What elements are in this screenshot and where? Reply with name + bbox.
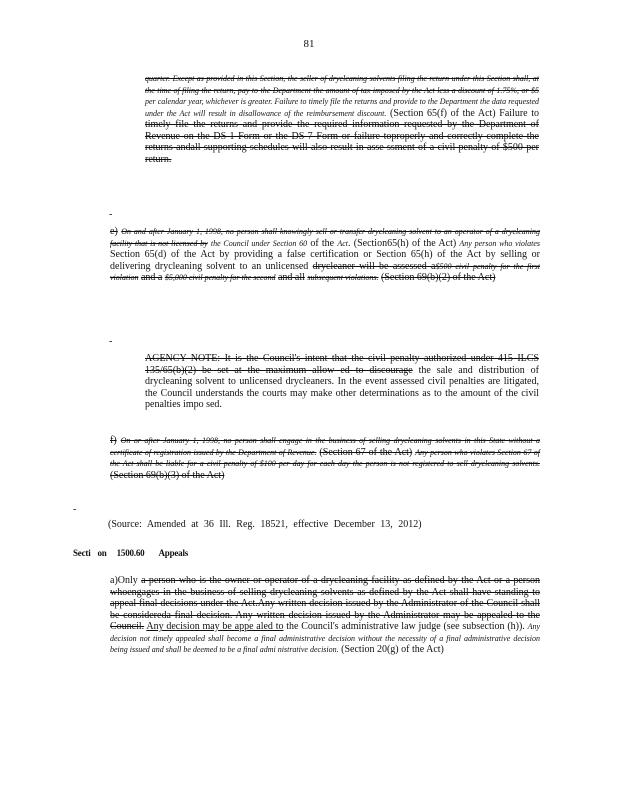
item-a-label: a) <box>110 575 118 586</box>
item-e-italic-b: Any person who violates <box>459 238 541 248</box>
item-f-struck-italic-a: On or after January 1, 1998, no person shall engage in the business of selling drycleaning solvents in this State without a certificate of registration issued by the Department of Revenue. <box>110 436 540 457</box>
section-heading <box>73 548 202 558</box>
item-e-struck-plain-b: and a <box>140 272 163 283</box>
item-f-struck-citation-b: (Section 69(b)(3) of the Act) <box>110 469 225 481</box>
agency-note-plain: the sale and distribution of drycleaning solvent to unlicensed drycleaners. In the event assessed civil penalties are litigated, the Council understands the courts may make other determinations as to the amount of the civil penalties impo sed. <box>145 364 540 410</box>
intro-plain-lead: Failure to <box>499 107 540 119</box>
agency-note-paragraph <box>145 353 539 411</box>
intro-italic: per calendar year, whichever is greater. Failure to timely file the returns and provide to the Department the data requested under the Act will result in disallowance of the reimbursement discount. <box>145 97 539 118</box>
intro-struck-italic: quarter. Except as provided in this Section, the seller of drycleaning solvents filing the return under this Section shall, at the time of filing the return, pay to the Department the amount of tax imposed by the Act less a discount of 1.75%, or $5 <box>145 74 539 95</box>
item-e-italic-a: the Council under Section 60 <box>210 238 308 248</box>
item-e-struck-italic-a: On and after January 1, 1998, no person shall knowingly sell or transfer drycleaning solvent to an operator of a drycleaning facility that is not licensed by <box>110 227 541 248</box>
item-e-struck-plain: drycleaner will be assessed a <box>312 260 436 272</box>
item-e-struck-plain-c: and all <box>277 272 305 283</box>
item-e-italic-act: Act <box>337 238 349 248</box>
item-a-plain-lead: Only <box>117 575 138 586</box>
item-e-struck-italic-d: subsequent violations. <box>307 273 379 282</box>
change-marker-1: - <box>109 209 113 220</box>
item-f-paragraph <box>110 435 540 481</box>
item-e-struck-citation: (Section 69(b)(2) of the Act) <box>381 272 496 283</box>
section-prefix: Secti <box>73 548 91 558</box>
intro-paragraph <box>145 73 539 165</box>
item-a-struck: a person who is the owner or operator of a drycleaning facility as defined by the Act or a person whoengages in the business of selling drycleaning solvents as defined by the Act shall have standing to appeal final decisions under the Act.Any written decision issued by the Administrator of the Council shall be considereda final decision. Any written decision issued by the Administrator may be appealed to the Council. <box>110 575 540 632</box>
item-a-citation: (Section 20(g) of the Act) <box>341 644 444 655</box>
change-marker-2: - <box>109 336 113 347</box>
item-e-struck-italic-c: $5,000 civil penalty for the second <box>164 273 276 282</box>
change-marker-3: - <box>73 504 77 515</box>
intro-citation: (Section 65(f) of the Act) <box>390 107 496 119</box>
item-e-paragraph <box>110 226 540 284</box>
section-number: 1500.60 <box>116 548 145 558</box>
item-e-struck-italic-b: $500 civil penalty for the first violation <box>110 261 540 282</box>
source-note: (Source: Amended at 36 Ill. Reg. 18521, effective December 13, 2012) <box>108 519 422 530</box>
intro-struck-plain: timely file the returns and provide the required information requested by the Department of Revenue on the DS-1 Form or the DS-7 Form or failure toproperly and correctly complete the returns andall supporting schedules will also result in asse ssment of a civil penalty of $500 per return. <box>145 119 539 165</box>
item-f-struck-citation-a: (Section 67 of the Act) <box>319 446 413 458</box>
section-on: on <box>97 548 107 558</box>
item-a-underlined: Any decision may be appe aled to <box>146 621 284 632</box>
item-f-struck-italic-b: Any person who violates Section 67 of the Act shall be liable for a civil penalty of $100 per day for each day the person is not registered to sell drycleaning solvents. <box>110 447 541 468</box>
item-a-italic: Any decision not timely appealed shall become a final administrative decision without the necessity of a final administrative decision being issued and shall be deemed to be a final admi nistrative decision. <box>110 622 541 654</box>
item-e-plain-a: of the <box>310 237 335 249</box>
item-a-paragraph <box>110 575 540 656</box>
agency-note-struck: AGENCY NOTE: It is the Council's intent that the civil penalty authorized under 415 ILCS 135/65(b)(2) be set at the maximum allow ed to discourage <box>145 353 539 376</box>
item-a-plain-b: the Council's administrative law judge (see subsection (h)). <box>286 621 525 632</box>
section-title: Appeals <box>158 548 189 558</box>
item-e-label: e) <box>110 226 118 237</box>
item-f-label: f) <box>110 435 117 446</box>
page-number: 81 <box>303 38 315 50</box>
item-e-citation-a: . (Section65(h) of the Act) <box>348 237 457 249</box>
item-e-plain-b: Section 65(d) of the Act by providing a false certification or Section 65(h) of the Act by selling or delivering drycleaning solvent to an unlicensed <box>110 249 540 272</box>
